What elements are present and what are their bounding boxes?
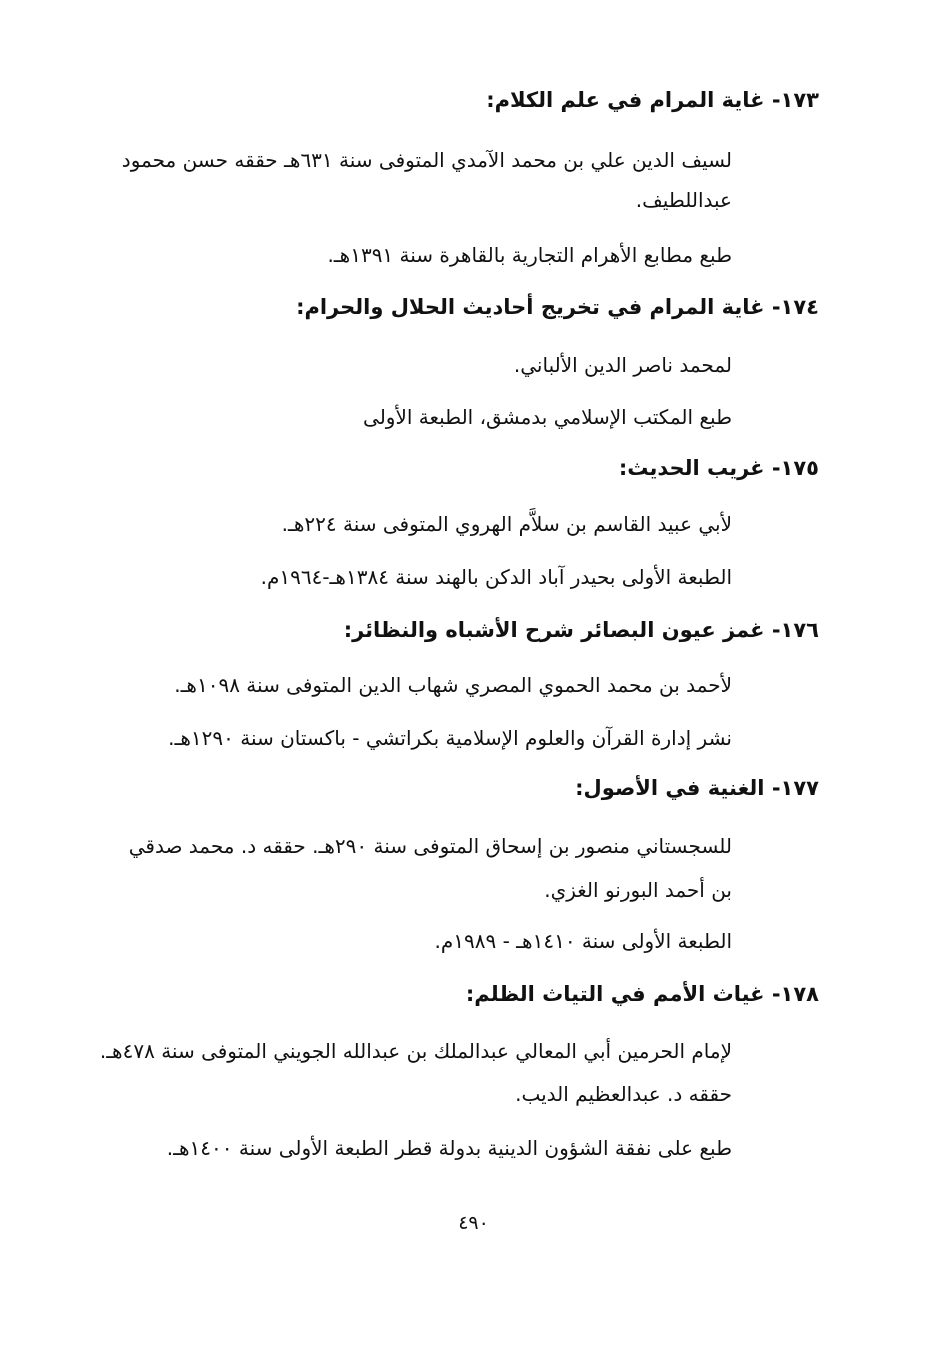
- entry-author-line: للسجستاني منصور بن إسحاق المتوفى سنة ٢٩٠هـ. حققه د. محمد صدقي: [128, 834, 732, 858]
- entry-publication-line: طبع المكتب الإسلامي بدمشق، الطبعة الأولى: [363, 405, 732, 429]
- entry-author-line: لسيف الدين علي بن محمد الآمدي المتوفى سنة ٦٣١هـ حققه حسن محمود: [121, 148, 732, 172]
- entry-heading: ١٧٣- غاية المرام في علم الكلام:: [486, 88, 819, 112]
- entry-publication-line: الطبعة الأولى سنة ١٤١٠هـ - ١٩٨٩م.: [434, 929, 732, 953]
- entry-heading: ١٧٧- الغنية في الأصول:: [575, 776, 819, 800]
- entry-publication-line: طبع على نفقة الشؤون الدينية بدولة قطر الطبعة الأولى سنة ١٤٠٠هـ.: [166, 1136, 732, 1160]
- entry-publication-line: الطبعة الأولى بحيدر آباد الدكن بالهند سنة ١٣٨٤هـ-١٩٦٤م.: [260, 565, 732, 589]
- entry-author-line: بن أحمد البورنو الغزي.: [544, 878, 732, 902]
- entry-publication-line: طبع مطابع الأهرام التجارية بالقاهرة سنة ١٣٩١هـ.: [327, 243, 732, 267]
- entry-author-line: لأحمد بن محمد الحموي المصري شهاب الدين المتوفى سنة ١٠٩٨هـ.: [174, 673, 732, 697]
- entry-publication-line: نشر إدارة القرآن والعلوم الإسلامية بكراتشي - باكستان سنة ١٢٩٠هـ.: [168, 726, 732, 750]
- entry-heading: ١٧٦- غمز عيون البصائر شرح الأشباه والنظائر:: [343, 618, 819, 642]
- entry-heading: ١٧٥- غريب الحديث:: [618, 456, 819, 480]
- entry-heading: ١٧٤- غاية المرام في تخريج أحاديث الحلال والحرام:: [296, 295, 819, 319]
- entry-author-line: حققه د. عبدالعظيم الديب.: [515, 1082, 732, 1106]
- entry-heading: ١٧٨- غياث الأمم في التياث الظلم:: [465, 982, 819, 1006]
- entry-author-line: لمحمد ناصر الدين الألباني.: [513, 353, 732, 377]
- entry-author-line: عبداللطيف.: [635, 188, 732, 212]
- page-number: ٤٩٠: [458, 1212, 489, 1234]
- entry-author-line: لإمام الحرمين أبي المعالي عبدالملك بن عبدالله الجويني المتوفى سنة ٤٧٨هـ.: [99, 1039, 732, 1063]
- entry-author-line: لأبي عبيد القاسم بن سلاَّم الهروي المتوفى سنة ٢٢٤هـ.: [281, 512, 732, 536]
